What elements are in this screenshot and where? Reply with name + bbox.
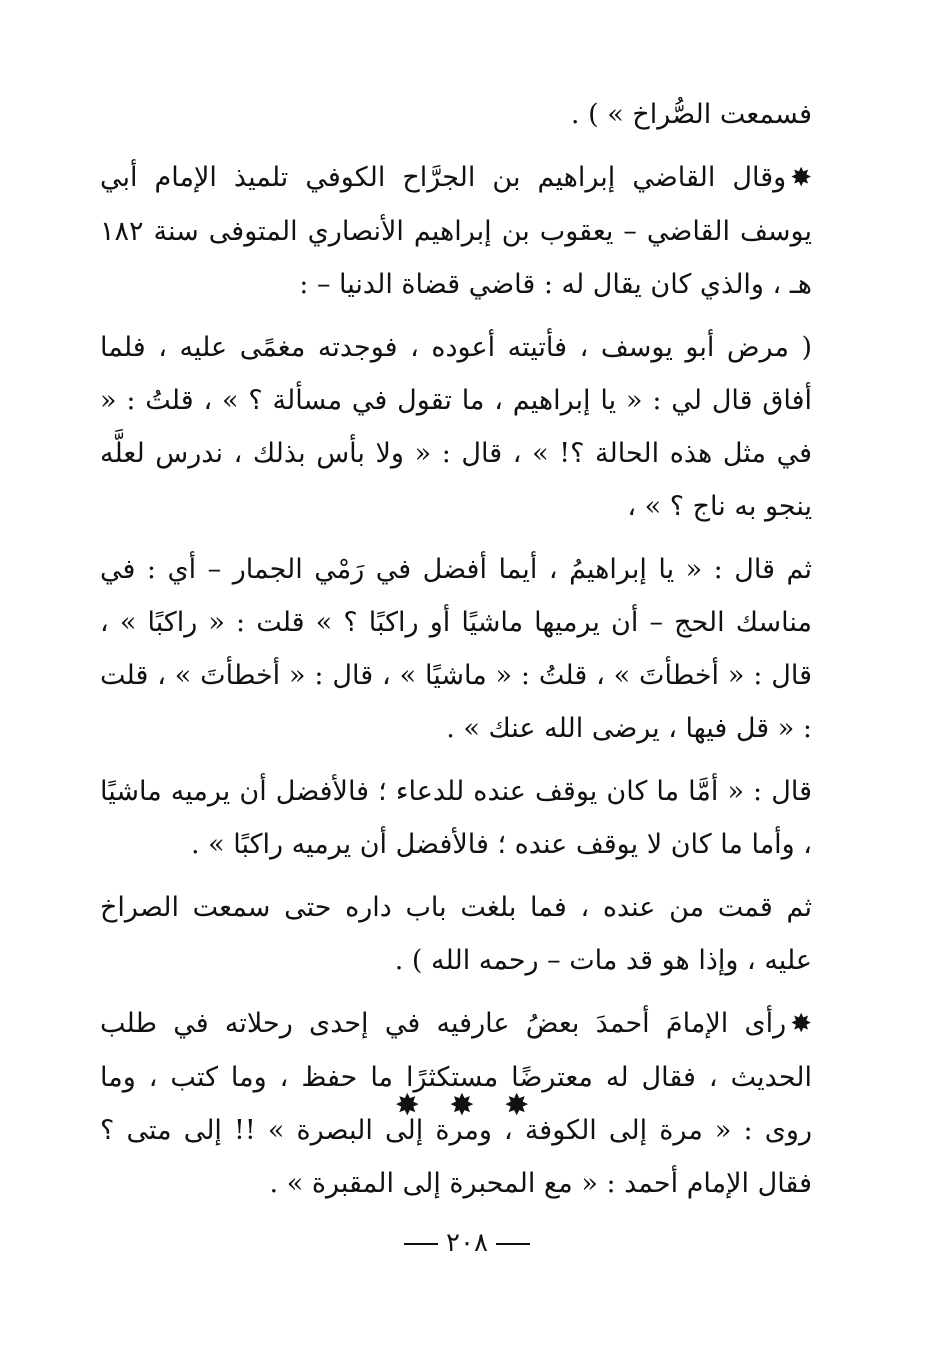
paragraph-continuation bbox=[100, 88, 812, 141]
page-number bbox=[0, 1228, 934, 1258]
section-divider-stars-icon: ✸ ✸ ✸ bbox=[394, 1088, 540, 1123]
page-number-rule-left bbox=[404, 1243, 438, 1245]
page-number-text: ٢٠٨ bbox=[446, 1228, 488, 1258]
paragraph-text: وقال القاضي إبراهيم بن الجرَّاح الكوفي تلميذ الإمام أبي يوسف القاضي – يعقوب بن إبراهيم الأنصاري المتوفى سنة ١٨٢ هـ ، والذي كان يقال له : قاضي قضاة الدنيا – : bbox=[100, 162, 812, 300]
body-text bbox=[100, 88, 812, 1210]
star-bullet-icon: ✸ bbox=[790, 163, 812, 193]
paragraph-death bbox=[100, 881, 812, 987]
paragraph-ibrahim-intro bbox=[100, 151, 812, 311]
paragraph-answer bbox=[100, 765, 812, 871]
paragraph-text: قال : « أمَّا ما كان يوقف عنده للدعاء ؛ فالأفضل أن يرميه ماشيًا ، وأما ما كان لا يوقف عنده ؛ فالأفضل أن يرميه راكبًا » . bbox=[100, 776, 812, 860]
paragraph-illness bbox=[100, 321, 812, 533]
star-bullet-icon: ✸ bbox=[790, 1009, 812, 1039]
paragraph-question bbox=[100, 543, 812, 755]
page-number-rule-right bbox=[496, 1243, 530, 1245]
paragraph-text: ثم قمت من عنده ، فما بلغت باب داره حتى سمعت الصراخ عليه ، وإذا هو قد مات – رحمه الله ) . bbox=[100, 892, 812, 976]
paragraph-text: رأى الإمامَ أحمدَ بعضُ عارفيه في إحدى رحلاته في طلب الحديث ، فقال له معترضًا مستكثرًا ما حفظ ، وما كتب ، وما روى : « مرة إلى الكوفة ، ومرة إلى البصرة » !! إلى متى ؟ فقال الإمام أحمد : « مع المحبرة إلى المقبرة » . bbox=[100, 1008, 812, 1199]
paragraph-text: ( مرض أبو يوسف ، فأتيته أعوده ، فوجدته مغمًى عليه ، فلما أفاق قال لي : « يا إبراهيم ، ما تقول في مسألة ؟ » ، قلتُ : « في مثل هذه الحالة ؟! » ، قال : « ولا بأس بذلك ، ندرس لعلَّه ينجو به ناج ؟ » ، bbox=[100, 332, 812, 522]
paragraph-text: فسمعت الصُّراخ » ) . bbox=[570, 99, 812, 130]
paragraph-text: ثم قال : « يا إبراهيمُ ، أيما أفضل في رَمْي الجمار – أي : في مناسك الحج – أن يرميها ماشيًا أو راكبًا ؟ » قلت : « راكبًا » ، قال : « أخطأتَ » ، قلتُ : « ماشيًا » ، قال : « أخطأتَ » ، قلت : « قل فيها ، يرضى الله عنك » . bbox=[100, 554, 812, 744]
